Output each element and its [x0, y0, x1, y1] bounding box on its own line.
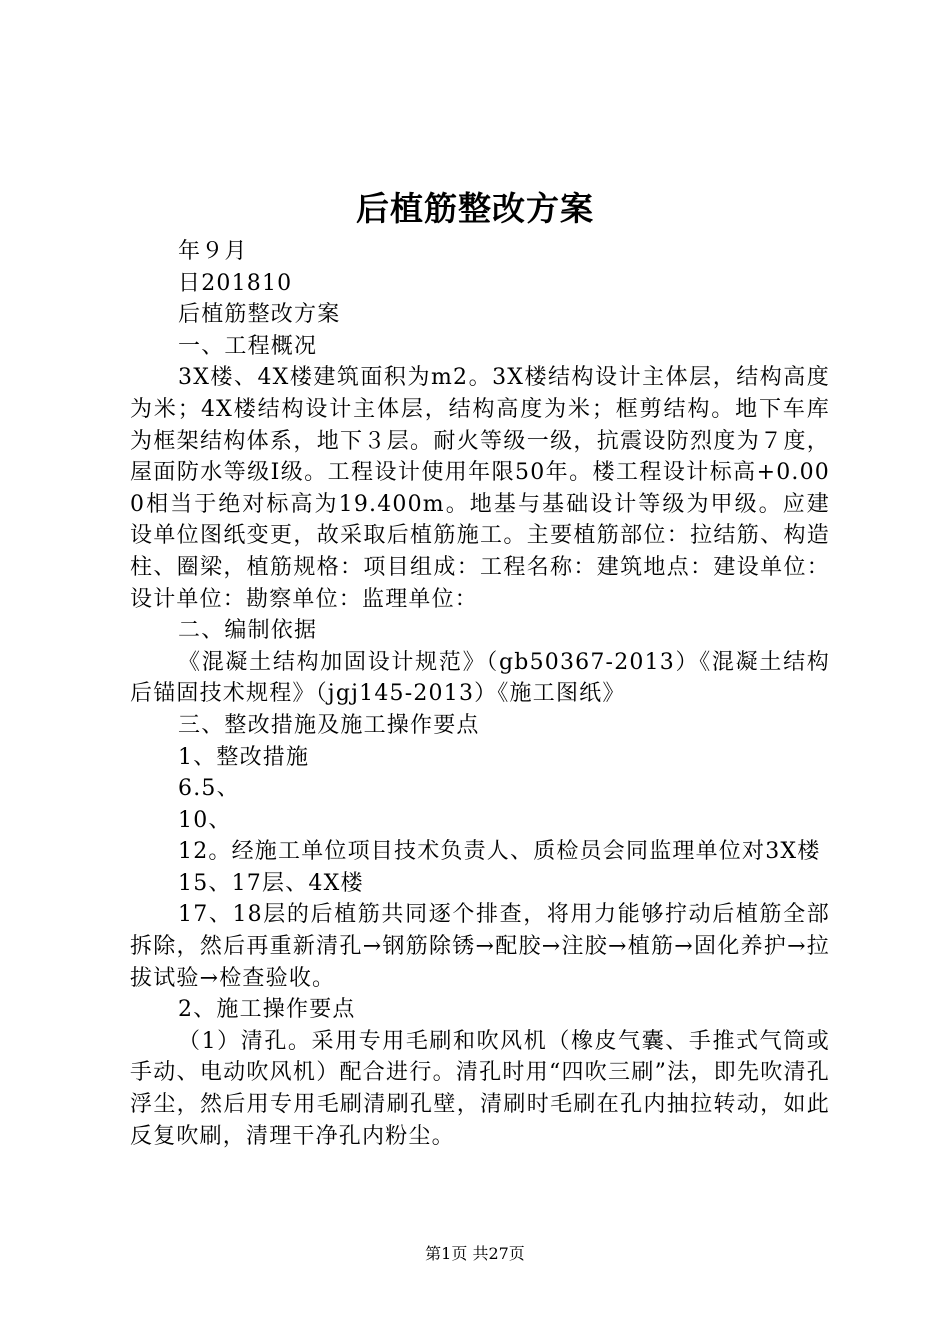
paragraph-item-10: 10、	[178, 807, 232, 833]
paragraph-item-15: 15、17层、4X楼	[178, 870, 364, 896]
paragraph-item-6-5: 6.5、	[178, 776, 240, 802]
document-body	[130, 236, 830, 1152]
heading-basis: 二、编制依据	[178, 618, 318, 644]
page-number: 第1页 共27页	[425, 1244, 525, 1263]
paragraph-cleaning: （1）清孔。采用专用毛刷和吹风机（橡皮气囊、手推式气筒或手动、电动吹风机）配合进行。清孔时用“四吹三刷”法，即先吹清孔浮尘，然后用专用毛刷清刷孔壁，清刷时毛刷在孔内抽拉转动，如此反复吹刷，清理干净孔内粉尘。	[130, 1028, 830, 1149]
heading-overview: 一、工程概况	[178, 333, 318, 359]
paragraph-date-month: 年９月	[178, 239, 248, 264]
paragraph-item-12: 12。经施工单位项目技术负责人、质检员会同监理单位对3X楼	[178, 839, 821, 865]
paragraph-overview: 3X楼、4X楼建筑面积为m2。3X楼结构设计主体层，结构高度为米；4X楼结构设计主体层，结构高度为米；框剪结构。地下车库为框架结构体系，地下３层。耐火等级一级，抗震设防烈度为７度，屋面防水等级Ⅰ级。工程设计使用年限50年。楼工程设计标高+0.000相当于绝对标高为19.400m。地基与基础设计等级为甲级。应建设单位图纸变更，故采取后植筋施工。主要植筋部位：拉结筋、构造柱、圈梁，植筋规格：项目组成：工程名称：建筑地点：建设单位：设计单位：勘察单位：监理单位：	[130, 365, 830, 612]
document-title: 后植筋整改方案	[356, 189, 594, 228]
paragraph-date-day: 日201810	[178, 270, 293, 296]
paragraph-basis: 《混凝土结构加固设计规范》（gb50367-2013）《混凝土结构后锚固技术规程》（jgj145-2013）《施工图纸》	[130, 649, 830, 707]
heading-measures: 三、整改措施及施工操作要点	[178, 712, 480, 738]
paragraph-subtitle: 后植筋整改方案	[178, 302, 341, 328]
subheading-measures: 1、整改措施	[178, 744, 310, 770]
subheading-key-points: 2、施工操作要点	[178, 997, 356, 1023]
paragraph-item-17: 17、18层的后植筋共同逐个排查，将用力能够拧动后植筋全部拆除，然后再重新清孔→钢筋除锈→配胶→注胶→植筋→固化养护→拉拔试验→检查验收。	[130, 902, 830, 991]
